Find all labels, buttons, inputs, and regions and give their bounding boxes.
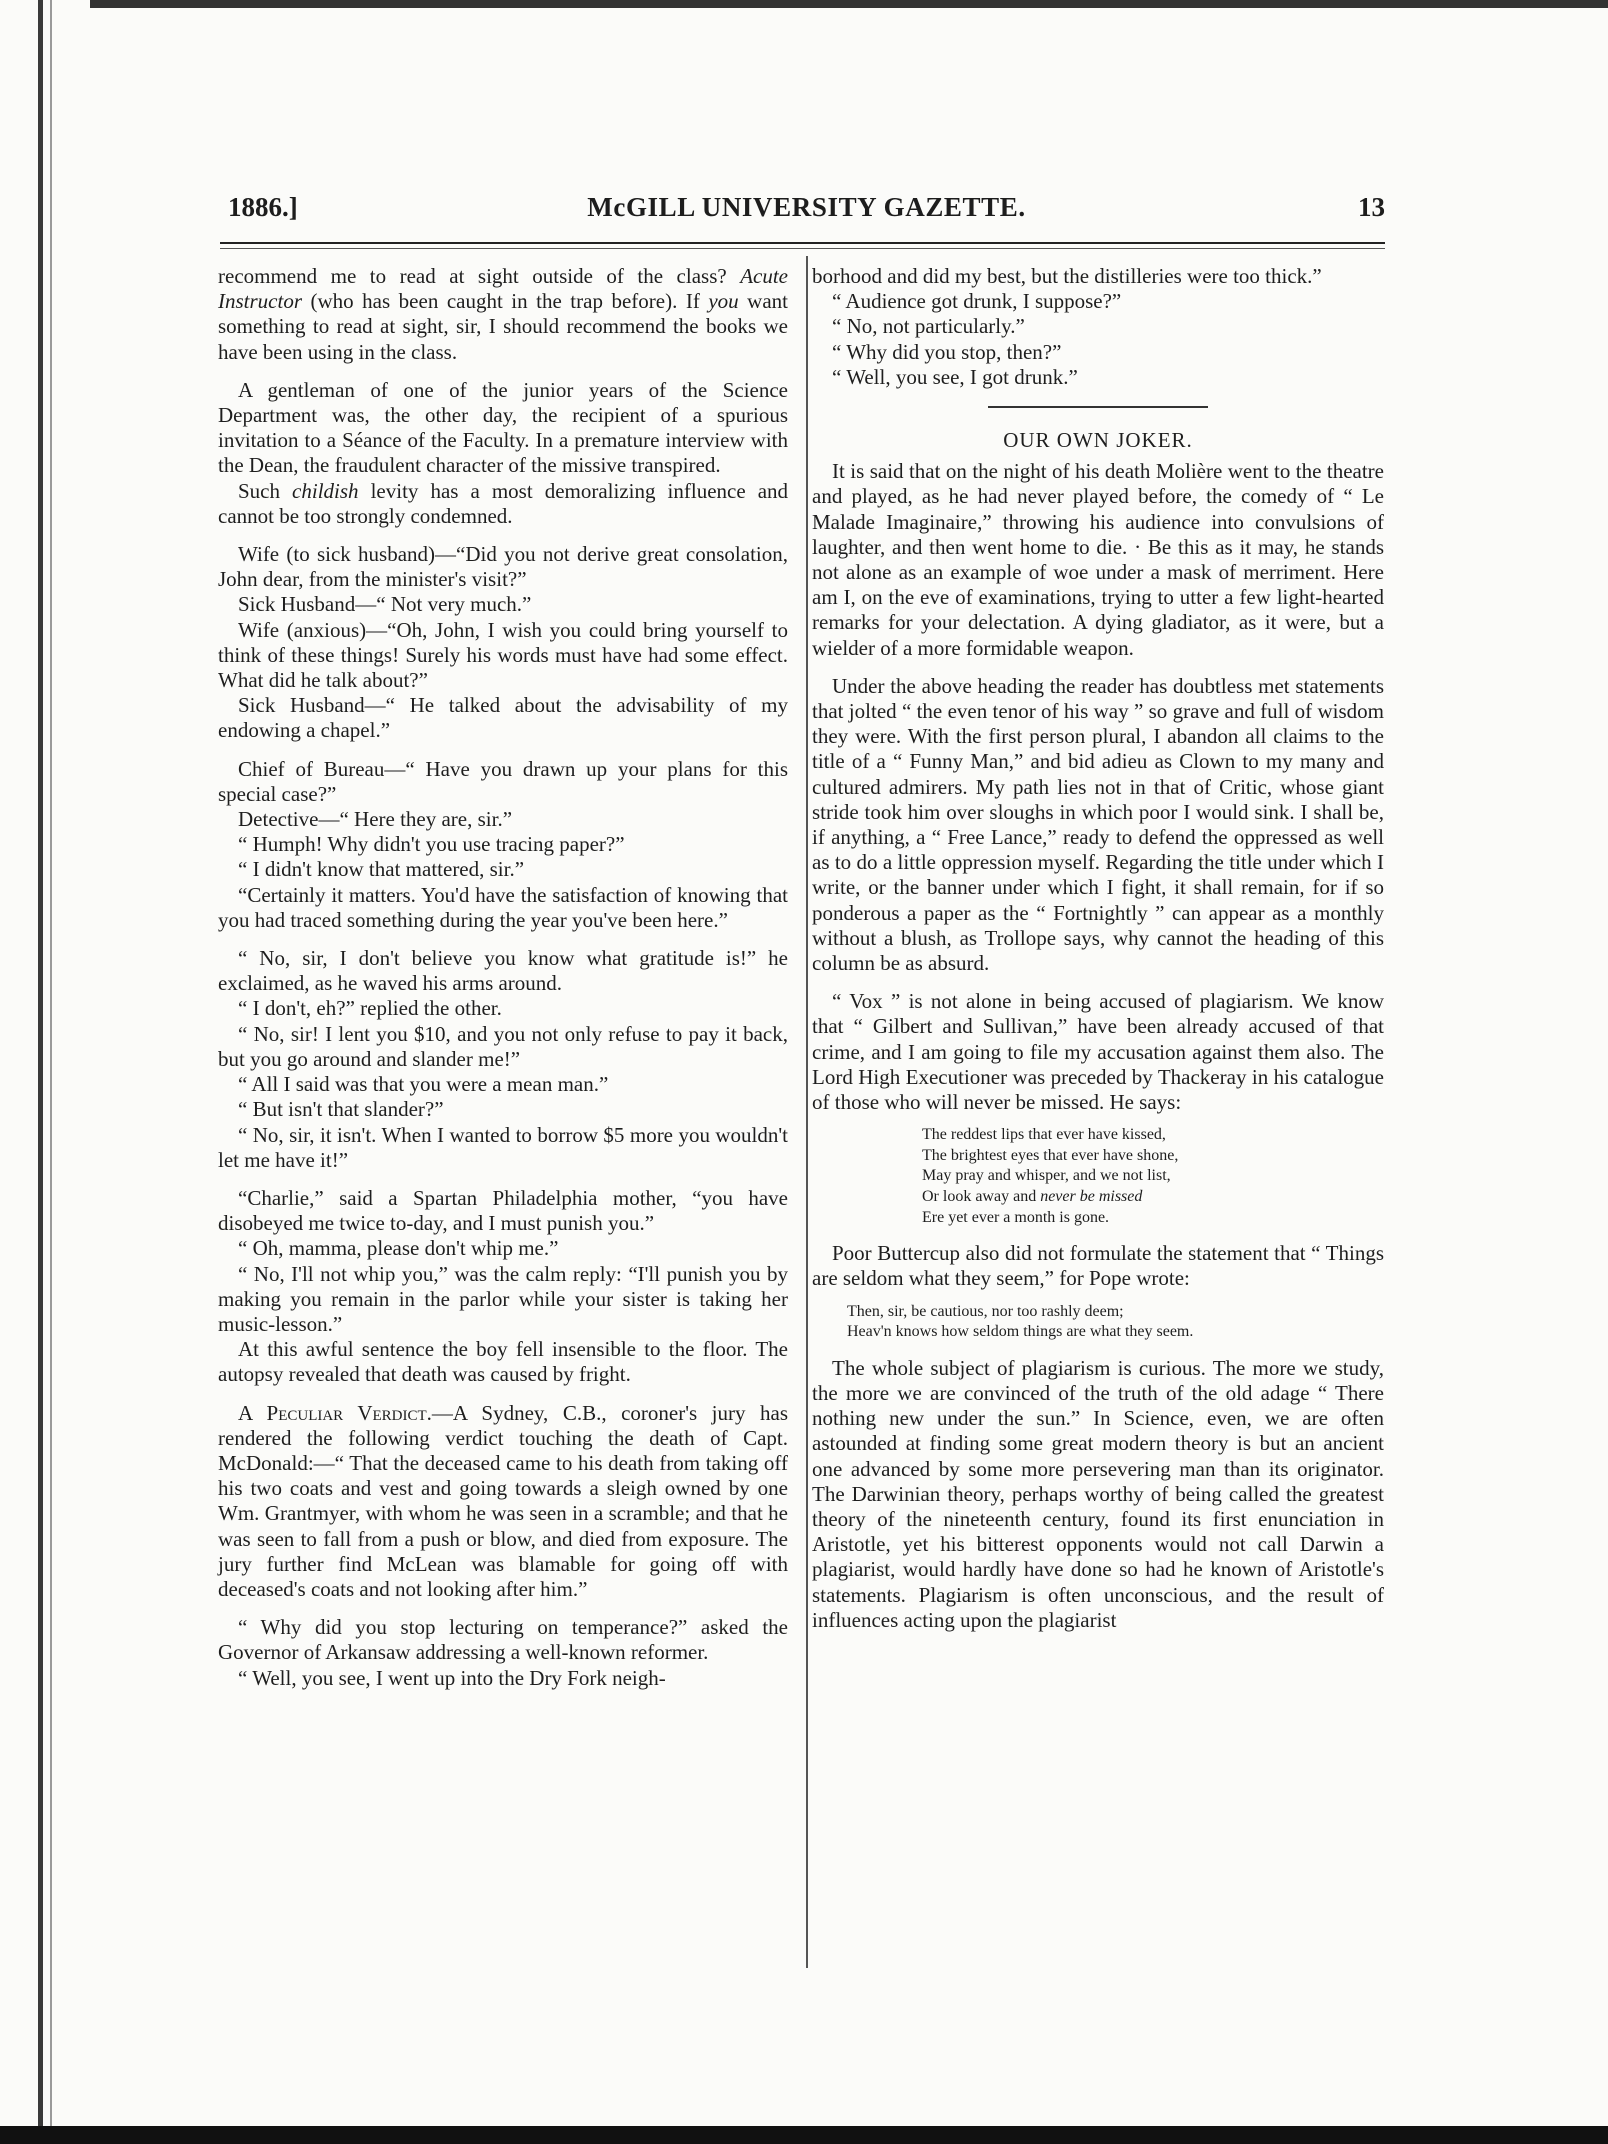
running-head xyxy=(228,192,1385,232)
paragraph: “ Audience got drunk, I suppose?” xyxy=(832,289,1122,314)
paragraph: “ I didn't know that mattered, sir.” xyxy=(238,857,525,882)
verse-line: The brightest eyes that ever have shone, xyxy=(922,1146,1179,1164)
page-number: 13 xyxy=(1358,192,1385,222)
paper-title: McGILL UNIVERSITY GAZETTE. xyxy=(587,192,1026,222)
binding-shadow xyxy=(50,0,52,2144)
verse-quote xyxy=(922,1125,1384,1228)
paragraph: Poor Buttercup also did not formulate the statement that “ Things are seldom what they seem,” for Pope wrote: xyxy=(812,1241,1384,1291)
column-divider xyxy=(806,256,808,1968)
paragraph: At this awful sentence the boy fell insensible to the floor. The autopsy revealed that death was caused by fright. xyxy=(218,1337,788,1387)
paragraph: Sick Husband—“ Not very much.” xyxy=(238,592,532,617)
run-in-heading: A Peculiar Verdict. xyxy=(238,1400,432,1425)
scan-bottom-edge xyxy=(0,2126,1608,2144)
verse-line: The reddest lips that ever have kissed, xyxy=(922,1126,1166,1144)
paragraph: It is said that on the night of his death Molière went to the theatre and played, as he had never played before, the comedy of “ Le Malade Imaginaire,” throwing his audience into convulsions of laughter, and then went home to die. · Be this as it may, he stands not alone as an example of woe under a mask of merriment. Here am I, on the eve of examinations, trying to utter a few light-hearted remarks for your delectation. A dying gladiator, as it were, but a wielder of a more formidable weapon. xyxy=(812,459,1384,660)
paragraph: Such childish levity has a most demoralizing influence and cannot be too strongly condemned. xyxy=(218,478,789,528)
paragraph: “ Well, you see, I got drunk.” xyxy=(832,364,1078,389)
paragraph: Detective—“ Here they are, sir.” xyxy=(238,807,513,832)
verse-line: Heav'n knows how seldom things are what they seem. xyxy=(847,1323,1194,1341)
binding-edge xyxy=(38,0,43,2144)
section-title: OUR OWN JOKER. xyxy=(1003,428,1193,453)
paragraph: Wife (to sick husband)—“Did you not derive great consolation, John dear, from the minister's visit?” xyxy=(218,542,788,592)
paragraph: “ No, sir, it isn't. When I wanted to borrow $5 more you wouldn't let me have it!” xyxy=(218,1122,788,1172)
paragraph: “ All I said was that you were a mean man.” xyxy=(238,1072,609,1097)
paragraph: “ Why did you stop lecturing on temperance?” asked the Governor of Arkansaw addressing a well-known reformer. xyxy=(218,1615,788,1665)
paragraph: Chief of Bureau—“ Have you drawn up your plans for this special case?” xyxy=(218,756,788,806)
paragraph: “ Why did you stop, then?” xyxy=(832,339,1062,364)
right-column xyxy=(812,264,1384,1633)
left-column xyxy=(218,264,788,1691)
verse-quote xyxy=(847,1302,1384,1343)
paragraph: “ Humph! Why didn't you use tracing paper?” xyxy=(238,832,625,857)
paragraph: The whole subject of plagiarism is curious. The more we study, the more we are convinced of the truth of the old adage “ There nothing new under the sun.” In Science, even, we are often astounded at finding some great modern theory is but an ancient one advanced by some more persevering man than its originator. The Darwinian theory, perhaps worthy of being called the greatest theory of the nineteenth century, found its first enunciation in Aristotle, yet his bitterest opponents would not call Darwin a plagiarist, would hardly have done so had he known of Aristotle's statements. Plagiarism is often unconscious, and the result of influences acting upon the plagiarist xyxy=(812,1355,1384,1632)
paragraph: “Certainly it matters. You'd have the satisfaction of knowing that you had traced something during the year you've been here.” xyxy=(218,882,788,932)
paragraph: “Charlie,” said a Spartan Philadelphia mother, “you have disobeyed me twice to-day, and I must punish you.” xyxy=(218,1185,788,1236)
paragraph: A Peculiar Verdict.—A Sydney, C.B., coroner's jury has rendered the following verdict touching the death of Capt. McDonald:—“ That the deceased came to his death from taking off his two coats and vest and going towards a sleigh owned by one Wm. Grantmyer, with whom he was seen in a scramble; and that he was seen to fall from a push or blow, and died from exposure. The jury further find McLean was blamable for going off with deceased's coats and not looking after him.” xyxy=(218,1400,789,1601)
paragraph: “ But isn't that slander?” xyxy=(238,1097,444,1122)
verse-line: Then, sir, be cautious, nor too rashly deem; xyxy=(847,1302,1124,1320)
paragraph: “ No, I'll not whip you,” was the calm reply: “I'll punish you by making you remain in the parlor while your sister is taking her music-lesson.” xyxy=(218,1261,788,1336)
verse-line: May pray and whisper, and we not list, xyxy=(922,1167,1171,1185)
paragraph: A gentleman of one of the junior years of the Science Department was, the other day, the recipient of a spurious invitation to a Séance of the Faculty. In a premature interview with the Dean, the fraudulent character of the missive transpired. xyxy=(218,377,788,478)
paragraph: Under the above heading the reader has doubtless met statements that jolted “ the even tenor of his way ” so grave and full of wisdom they were. With the first person plural, I abandon all claims to the title of a “ Funny Man,” and bid adieu as Clown to my many and cultured admirers. My path lies not in that of Critic, whose giant stride took him over sloughs in which poor I would sink. I shall be, if anything, a “ Free Lance,” ready to defend the oppressed as well as to do a little oppression myself. Regarding the title under which I write, or the banner under which I fight, it shall remain, for if so ponderous a paper as the “ Fortnightly ” can appear as a monthly without a blush, as Trollope says, why cannot the heading of this column be as absurd. xyxy=(812,673,1384,976)
paragraph: “ No, not particularly.” xyxy=(832,314,1025,339)
paragraph: “ I don't, eh?” replied the other. xyxy=(238,996,502,1021)
paragraph: “ Well, you see, I went up into the Dry Fork neigh- xyxy=(238,1665,666,1690)
header-rule-thin xyxy=(220,248,1385,249)
header-rule xyxy=(220,242,1385,244)
paragraph: Sick Husband—“ He talked about the advisability of my endowing a chapel.” xyxy=(218,693,788,743)
scan-top-edge xyxy=(90,0,1608,8)
verse-line: Ere yet ever a month is gone. xyxy=(922,1208,1110,1226)
paragraph: Wife (anxious)—“Oh, John, I wish you could bring yourself to think of these things! Surely his words must have had some effect. What did he talk about?” xyxy=(218,617,788,693)
paragraph: recommend me to read at sight outside of the class? Acute Instructor (who has been caught in the trap before). If you want something to read at sight, sir, I should recommend the books we have been using in the class. xyxy=(218,264,788,364)
section-rule xyxy=(988,406,1208,408)
issue-year: 1886.] xyxy=(228,192,298,222)
paragraph: “ Oh, mamma, please don't whip me.” xyxy=(238,1236,559,1261)
paragraph: “ Vox ” is not alone in being accused of plagiarism. We know that “ Gilbert and Sullivan,” have been already accused of that crime, and I am going to file my accusation against them also. The Lord High Executioner was preceded by Thackeray in his catalogue of those who will never be missed. He says: xyxy=(812,989,1384,1115)
paragraph: borhood and did my best, but the distilleries were too thick.” xyxy=(812,264,1322,288)
paragraph: “ No, sir, I don't believe you know what gratitude is!” he exclaimed, as he waved his arms around. xyxy=(218,946,788,996)
verse-line: Or look away and never be missed xyxy=(922,1188,1143,1206)
paragraph: “ No, sir! I lent you $10, and you not only refuse to pay it back, but you go around and slander me!” xyxy=(218,1021,788,1071)
